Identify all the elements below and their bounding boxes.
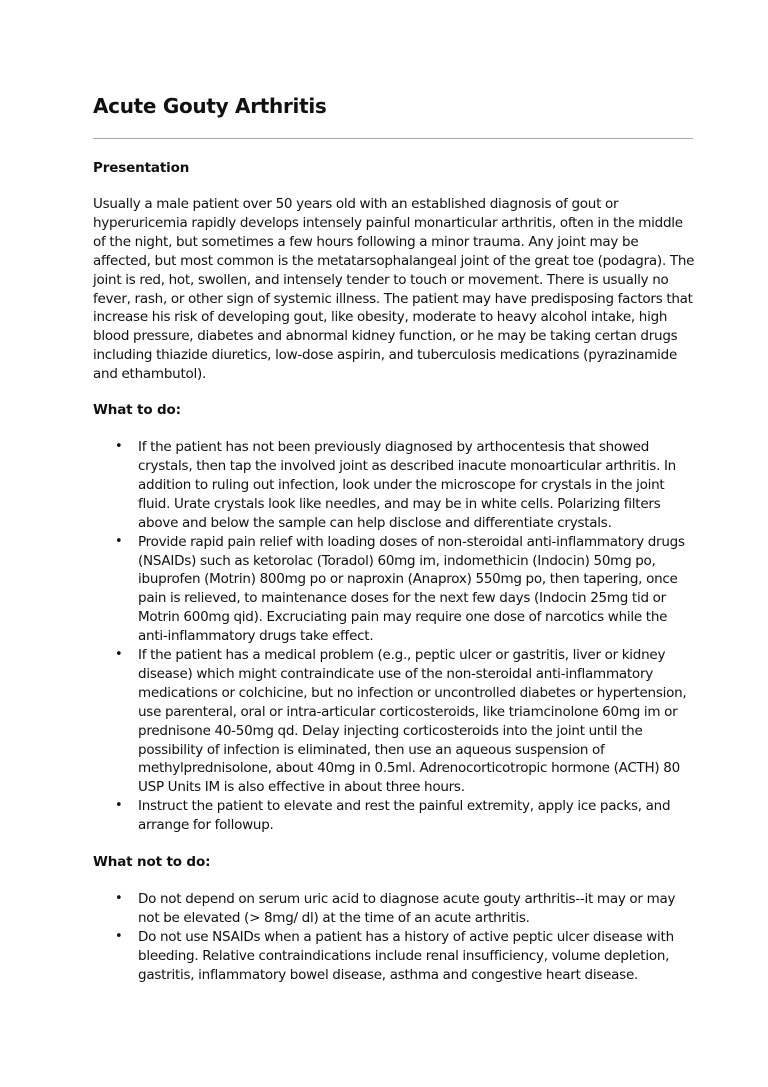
bullet-icon: • <box>115 647 123 663</box>
list-item-text: Do not use NSAIDs when a patient has a history of active peptic ulcer disease with bleeding. Relative contraindications include renal insufficiency, volume depletion, gastritis, inflammatory bowel disease, asthma and congestive heart disease. <box>138 928 674 983</box>
what-to-do-heading: What to do: <box>93 402 181 419</box>
document-page <box>93 93 698 985</box>
title-divider <box>93 138 693 139</box>
list-item <box>93 533 698 646</box>
list-item <box>93 890 698 928</box>
bullet-icon: • <box>115 891 123 907</box>
bullet-icon: • <box>115 533 123 549</box>
list-item-text: If the patient has not been previously diagnosed by arthocentesis that showed crystals, then tap the involved joint as described inacute monoarticular arthritis. In addition to ruling out infection, look under the microscope for crystals in the joint fluid. Urate crystals look like needles, and may be in white cells. Polarizing filters above and below the sample can help disclose and differentiate crystals. <box>138 439 676 531</box>
bullet-icon: • <box>115 928 123 944</box>
list-item <box>93 438 698 533</box>
list-item <box>93 928 698 985</box>
presentation-paragraph: Usually a male patient over 50 years old with an established diagnosis of gout or hyperuricemia rapidly develops intensely painful monarticular arthritis, often in the middle of the night, but sometimes a few hours following a minor trauma. Any joint may be affected, but most common is the metatarsophalangeal joint of the great toe (podagra). The joint is red, hot, swollen, and intensely tender to touch or movement. There is usually no fever, rash, or other sign of systemic illness. The patient may have predisposing factors that increase his risk of developing gout, like obesity, moderate to heavy alcohol intake, high blood pressure, diabetes and abnormal kidney function, or he may be taking certan drugs including thiazide diuretics, low-dose aspirin, and tuberculosis medications (pyrazinamide and ethambutol). <box>93 196 695 383</box>
presentation-heading: Presentation <box>93 160 190 176</box>
what-not-to-do-list <box>93 890 698 985</box>
list-item-text: Do not depend on serum uric acid to diagnose acute gouty arthritis--it may or may not be elevated (> 8mg/ dl) at the time of an acute arthritis. <box>138 891 676 926</box>
list-item-text: Instruct the patient to elevate and rest the painful extremity, apply ice packs, and arrange for followup. <box>138 798 671 834</box>
bullet-icon: • <box>115 798 123 814</box>
what-to-do-list <box>93 438 698 835</box>
page-title: Acute Gouty Arthritis <box>93 94 327 118</box>
list-item <box>93 646 698 797</box>
bullet-icon: • <box>115 439 123 455</box>
what-not-to-do-heading: What not to do: <box>93 854 211 871</box>
list-item-text: Provide rapid pain relief with loading doses of non-steroidal anti-inflammatory drugs (NSAIDs) such as ketorolac (Toradol) 60mg im, indomethicin (Indocin) 50mg po, ibuprofen (Motrin) 800mg po or naproxin (Anaprox) 550mg po, then tapering, once pain is relieved, to maintenance doses for the next few days (Indocin 25mg tid or Motrin 600mg qid). Excruciating pain may require one dose of narcotics while the anti-inflammatory drugs take effect. <box>138 533 685 645</box>
list-item-text: If the patient has a medical problem (e.g., peptic ulcer or gastritis, liver or kidney disease) which might contraindicate use of the non-steroidal anti-inflammatory medications or colchicine, but no infection or uncontrolled diabetes or hypertension, use parenteral, oral or intra-articular corticosteroids, like triamcinolone 60mg im or prednisone 40-50mg qd. Delay injecting corticosteroids into the joint until the possibility of infection is eliminated, then use an aqueous suspension of methylprednisolone, about 40mg in 0.5ml. Adrenocorticotropic hormone (ACTH) 80 USP Units IM is also effective in about three hours. <box>138 647 687 796</box>
list-item <box>93 797 698 835</box>
